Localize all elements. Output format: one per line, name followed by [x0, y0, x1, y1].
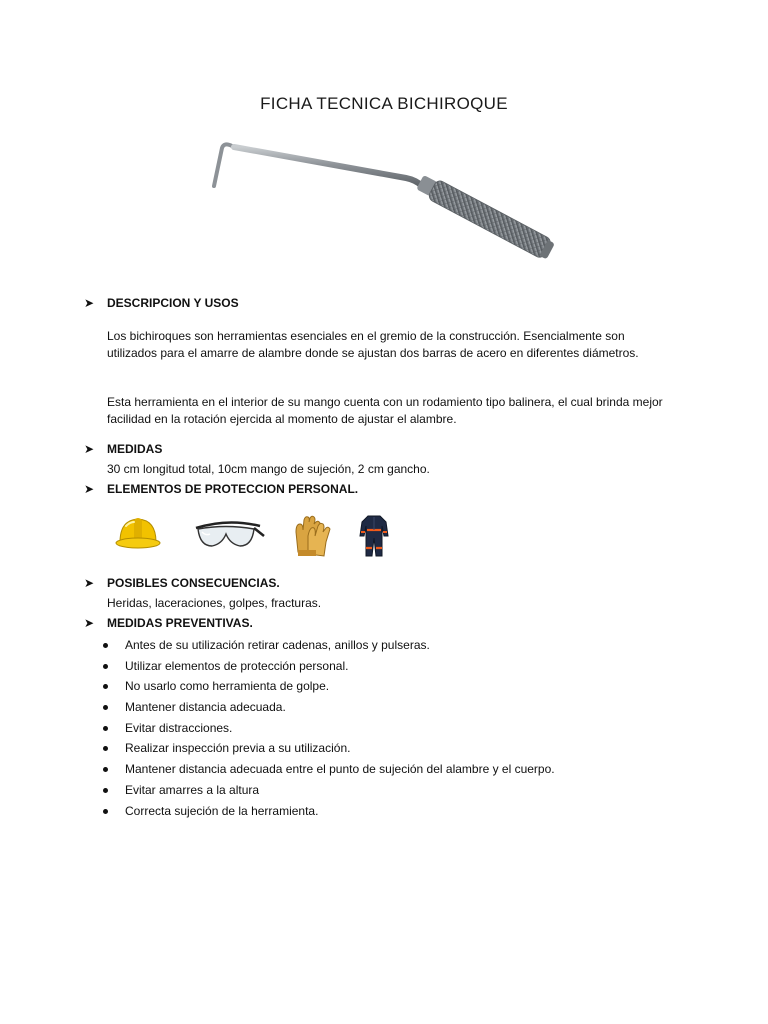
consecuencias-text: Heridas, laceraciones, golpes, fracturas. — [107, 596, 322, 610]
list-item: No usarlo como herramienta de golpe. — [98, 678, 555, 699]
hard-hat-icon — [114, 512, 162, 554]
arrow-bullet-icon: ➤ — [84, 442, 95, 456]
heading-text: POSIBLES CONSECUENCIAS. — [107, 576, 280, 590]
bichiroque-tool-image — [210, 138, 560, 278]
list-item: Antes de su utilización retirar cadenas, anillos y pulseras. — [98, 637, 555, 658]
section-heading-medidas — [84, 442, 162, 456]
list-item: Mantener distancia adecuada entre el punto de sujeción del alambre y el cuerpo. — [98, 761, 555, 782]
list-item: Correcta sujeción de la herramienta. — [98, 803, 555, 824]
arrow-bullet-icon: ➤ — [84, 296, 95, 310]
preventive-measures-list — [98, 637, 555, 823]
ppe-icons-row — [112, 512, 402, 564]
heading-text: MEDIDAS PREVENTIVAS. — [107, 616, 253, 630]
list-item: Evitar amarres a la altura — [98, 782, 555, 803]
list-item: Evitar distracciones. — [98, 720, 555, 741]
arrow-bullet-icon: ➤ — [84, 482, 95, 496]
section-heading-consecuencias — [84, 576, 280, 590]
arrow-bullet-icon: ➤ — [84, 616, 95, 630]
section-heading-preventivas — [84, 616, 253, 630]
list-item: Mantener distancia adecuada. — [98, 699, 555, 720]
arrow-bullet-icon: ➤ — [84, 576, 95, 590]
descripcion-paragraph-2: Esta herramienta en el interior de su mango cuenta con un rodamiento tipo balinera, el cual brinda mejor facilidad en la rotación ejercida al momento de ajustar el alambre. — [107, 395, 663, 426]
medidas-text: 30 cm longitud total, 10cm mango de sujeción, 2 cm gancho. — [107, 462, 430, 476]
heading-text: MEDIDAS — [107, 442, 163, 456]
section-heading-descripcion — [84, 296, 239, 310]
work-gloves-icon — [290, 512, 334, 560]
heading-text: ELEMENTOS DE PROTECCION PERSONAL. — [107, 482, 359, 496]
descripcion-paragraph-1: Los bichiroques son herramientas esenciales en el gremio de la construcción. Esencialmente son utilizados para el amarre de alambre donde se ajustan dos barras de acero en diferentes diámetros. — [107, 329, 639, 360]
heading-text: DESCRIPCION Y USOS — [107, 296, 239, 310]
coverall-icon — [358, 512, 390, 560]
list-item: Realizar inspección previa a su utilización. — [98, 740, 555, 761]
safety-glasses-icon — [192, 512, 266, 554]
list-item: Utilizar elementos de protección personal. — [98, 658, 555, 679]
section-heading-epp — [84, 482, 358, 496]
page-title: FICHA TECNICA BICHIROQUE — [260, 94, 508, 113]
